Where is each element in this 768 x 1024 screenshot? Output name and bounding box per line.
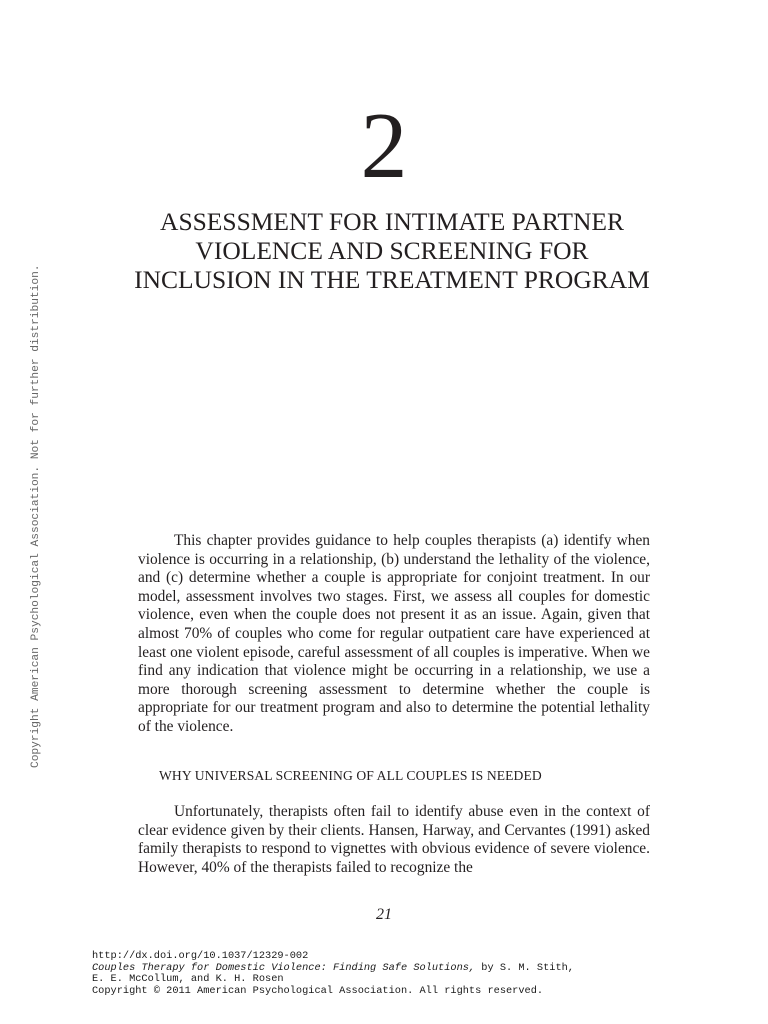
citation-footer [92, 951, 672, 997]
copyright-line: Copyright © 2011 American Psychological Association. All rights reserved. [92, 984, 544, 997]
chapter-number: 2 [360, 94, 408, 198]
book-title: Couples Therapy for Domestic Violence: Finding Safe Solutions, [92, 961, 476, 974]
authors-part-2: E. E. McCollum, and K. H. Rosen [92, 973, 284, 986]
doi-link[interactable]: http://dx.doi.org/10.1037/12329-002 [92, 950, 309, 962]
page-number: 21 [376, 906, 392, 923]
copyright-side-note: Copyright American Psychological Association. Not for further distribution. [30, 264, 42, 768]
section-paragraph: Unfortunately, therapists often fail to identify abuse even in the context of clear evidence given by their clients. Hansen, Harway, and Cervantes (1991) asked family therapists to respond to vignettes with obvious evidence of severe violence. However, 40% of the therapists failed to recognize the [138, 803, 650, 876]
chapter-title: ASSESSMENT FOR INTIMATE PARTNER VIOLENCE AND SCREENING FOR INCLUSION IN THE TREATMENT PROGRAM [134, 207, 650, 294]
intro-paragraph: This chapter provides guidance to help couples therapists (a) identify when violence is occurring in a relationship, (b) understand the lethality of the violence, and (c) determine whether a couple is appropriate for conjoint treatment. In our model, assessment involves two stages. First, we assess all couples for domestic violence, even when the couple does not present it as an issue. Again, given that almost 70% of couples who come for regular outpatient care have experienced at least one violent episode, careful assessment of all couples is imperative. When we find any indication that violence might be occurring in a relationship, we use a more thorough screening assessment to determine whether the couple is appropriate for our treatment program and also to determine the potential lethality of the violence. [138, 532, 650, 735]
section-heading: WHY UNIVERSAL SCREENING OF ALL COUPLES IS NEEDED [159, 768, 542, 783]
authors-part-1: by S. M. Stith, [475, 961, 574, 974]
